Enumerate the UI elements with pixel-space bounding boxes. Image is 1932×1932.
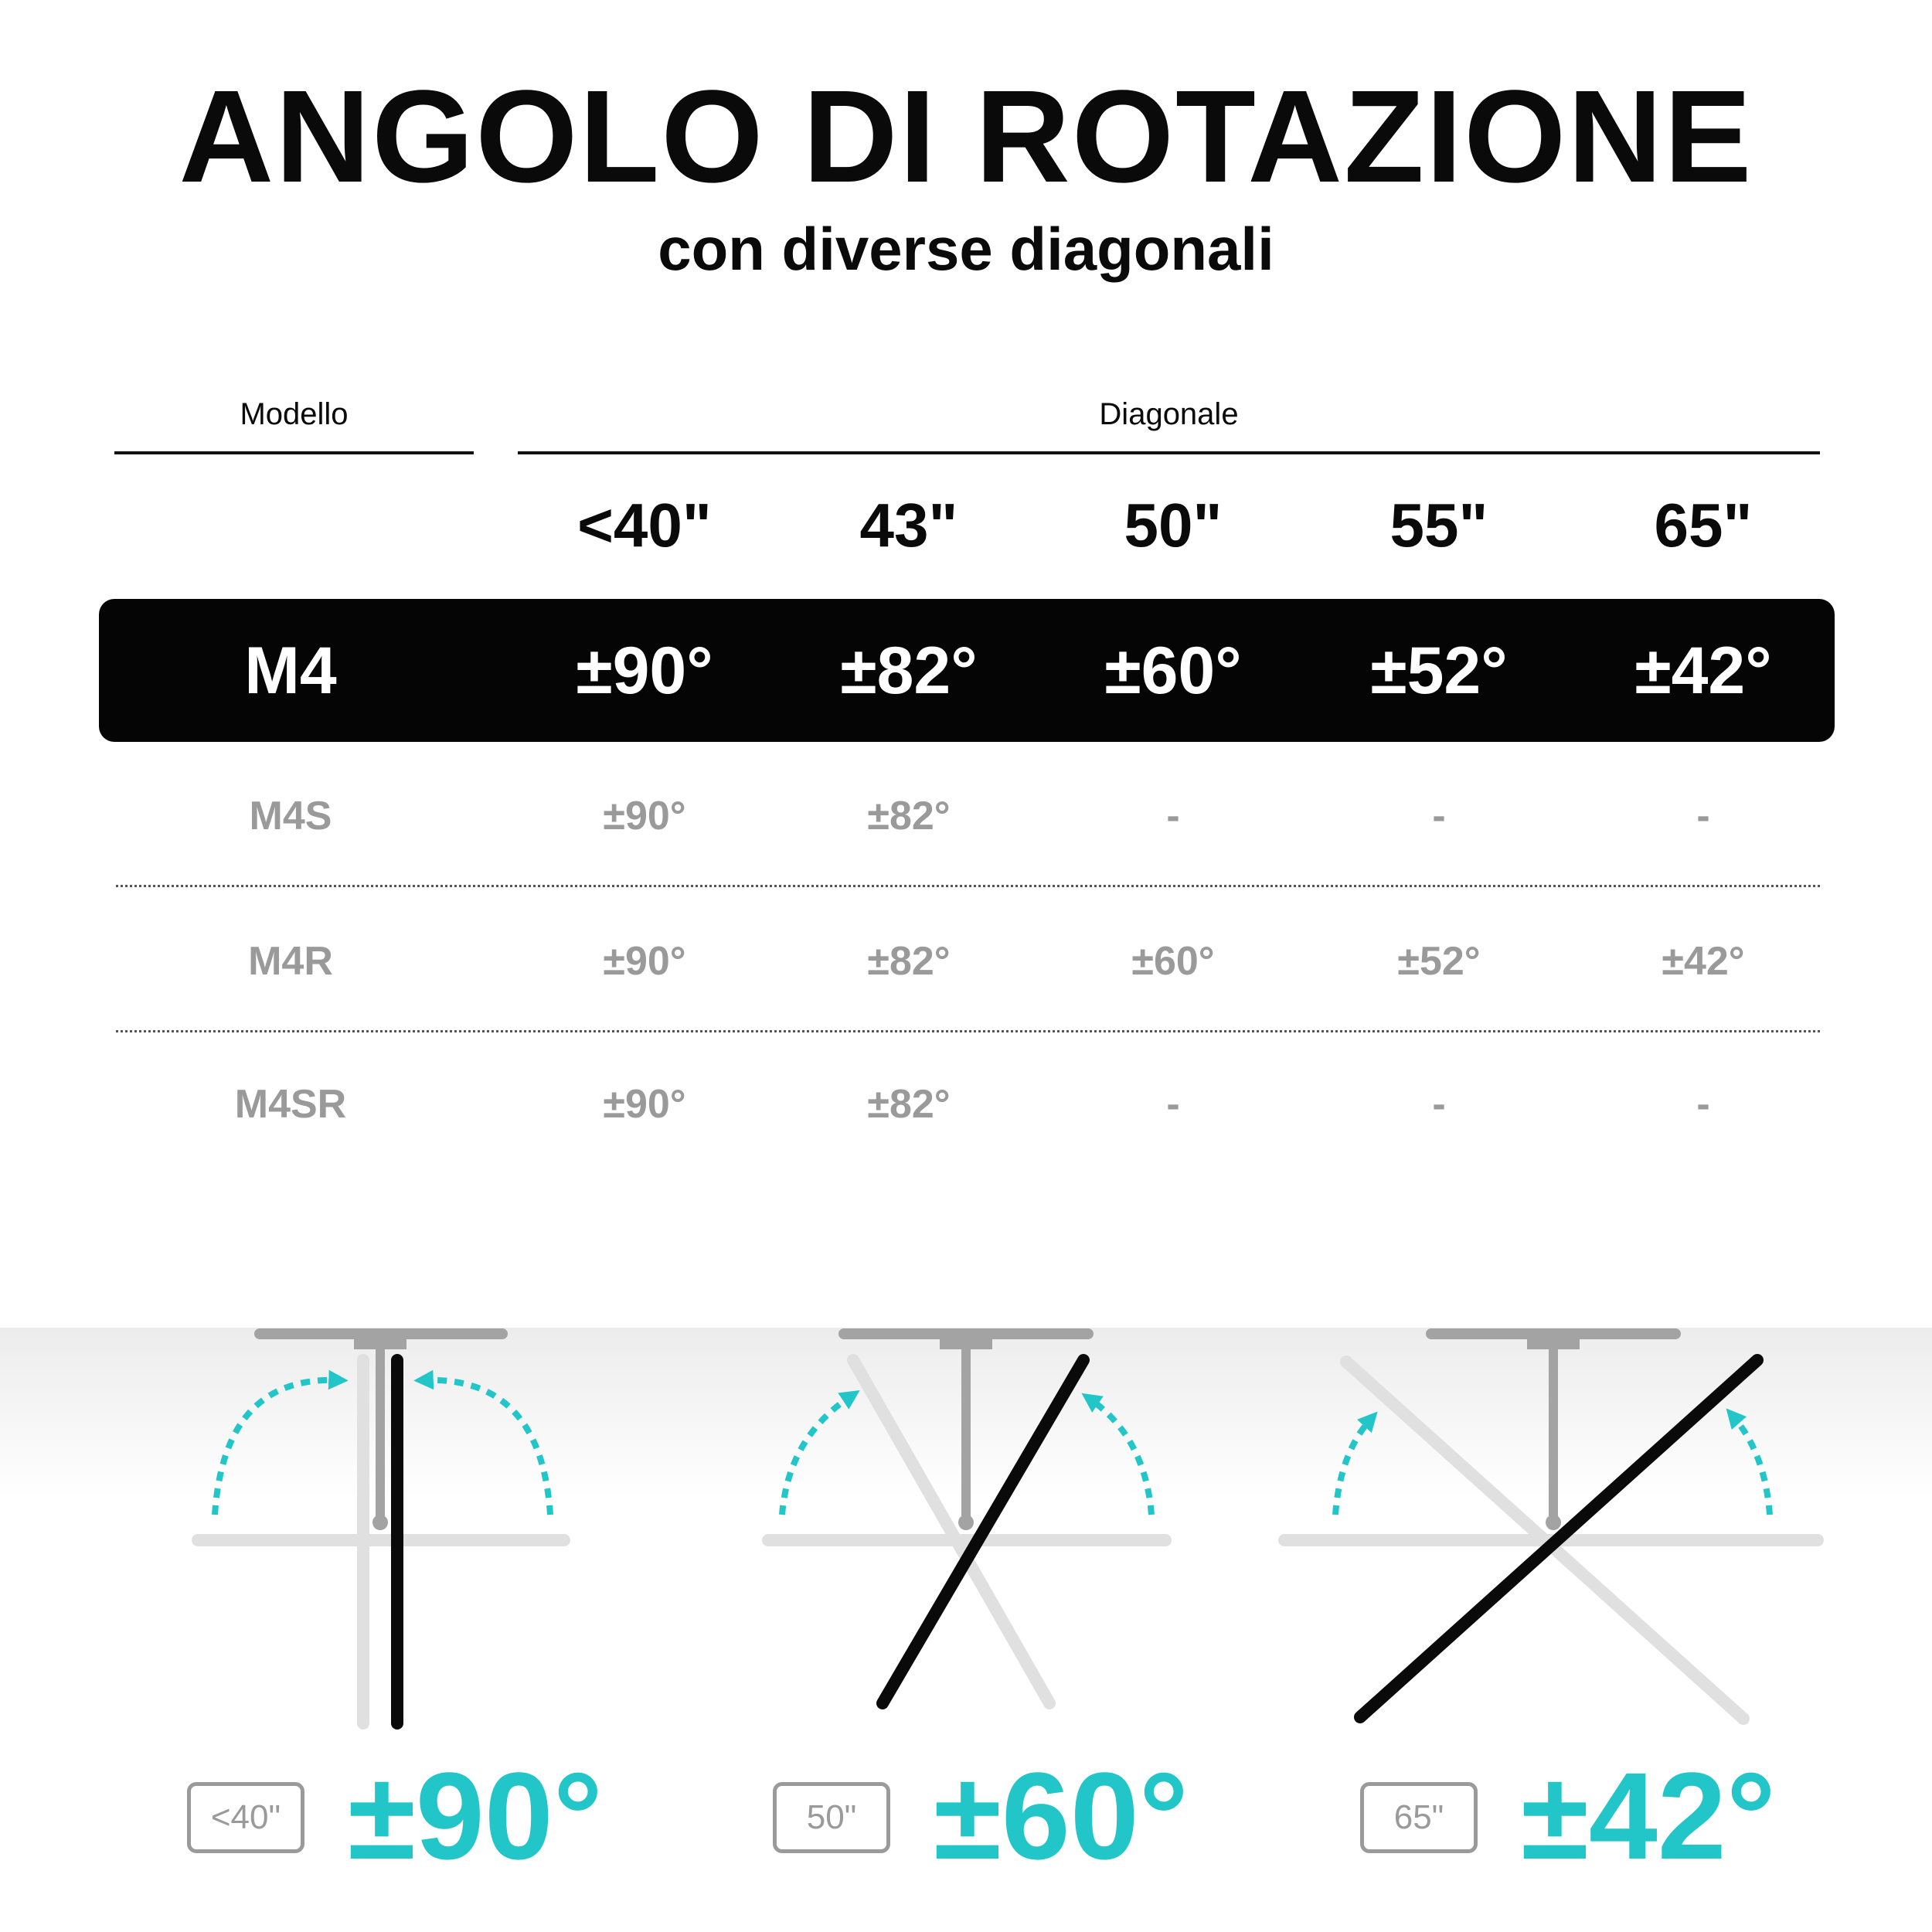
page-title: ANGOLO DI ROTAZIONE — [179, 63, 1753, 210]
row-model-label: M4SR — [234, 1082, 347, 1127]
mount-bracket — [1527, 1334, 1580, 1349]
rotation-arrow-left — [1335, 1419, 1371, 1515]
row-value: - — [1166, 1082, 1180, 1127]
rotation-arrow-left — [215, 1380, 338, 1515]
mount-bracket — [354, 1334, 406, 1349]
diagonal-column-header: Diagonale — [1099, 397, 1239, 431]
row-value: ±52° — [1370, 633, 1508, 708]
angle-label-90: ±90° — [348, 1747, 603, 1885]
rotation-arrow-right — [1090, 1399, 1151, 1515]
row-model-label: M4S — [249, 794, 332, 838]
size-badge-50: 50" — [773, 1782, 890, 1853]
row-model-label: M4R — [248, 939, 333, 984]
row-value: - — [1432, 1082, 1446, 1127]
rotation-arrow-right — [1733, 1416, 1770, 1515]
rotation-arrow-left — [782, 1396, 852, 1515]
row-value: ±82° — [840, 633, 978, 708]
pivot-joint — [958, 1515, 974, 1530]
row-value: ±90° — [603, 794, 686, 838]
model-column-header: Modello — [240, 397, 349, 431]
row-value: - — [1432, 794, 1446, 838]
rotated-tv — [883, 1360, 1083, 1703]
size-header-55: 55" — [1389, 491, 1488, 560]
page-subtitle: con diverse diagonali — [658, 215, 1274, 283]
size-badge-lt40: <40" — [187, 1782, 304, 1853]
row-value: - — [1696, 1082, 1710, 1127]
ghost-mirror-tv — [853, 1360, 1049, 1703]
row-value: ±90° — [603, 1082, 686, 1127]
rotation-diagram-42 — [1284, 1334, 1818, 1719]
row-value: ±90° — [603, 939, 686, 984]
angle-label-42: ±42° — [1521, 1747, 1776, 1885]
row-value: - — [1166, 794, 1180, 838]
rotation-arrow-right — [423, 1380, 550, 1515]
row-value: ±52° — [1397, 939, 1481, 984]
size-header-43: 43" — [859, 491, 958, 560]
rotation-diagram-60 — [768, 1334, 1165, 1703]
row-value: ±42° — [1634, 633, 1772, 708]
row-value: - — [1696, 794, 1710, 838]
row-model-label: M4 — [244, 633, 337, 708]
row-value: ±82° — [867, 794, 951, 838]
pivot-joint — [1546, 1515, 1561, 1530]
size-header-lt40: <40" — [577, 491, 712, 560]
size-badge-65: 65" — [1360, 1782, 1478, 1853]
pivot-joint — [372, 1515, 388, 1530]
row-value: ±60° — [1131, 939, 1215, 984]
row-value: ±82° — [867, 1082, 951, 1127]
size-header-65: 65" — [1654, 491, 1753, 560]
row-value: ±60° — [1104, 633, 1242, 708]
mount-bracket — [940, 1334, 992, 1349]
size-header-50: 50" — [1124, 491, 1223, 560]
row-value: ±42° — [1662, 939, 1745, 984]
angle-label-60: ±60° — [934, 1747, 1189, 1885]
row-value: ±82° — [867, 939, 951, 984]
row-value: ±90° — [576, 633, 713, 708]
rotation-diagram-90 — [198, 1334, 564, 1723]
